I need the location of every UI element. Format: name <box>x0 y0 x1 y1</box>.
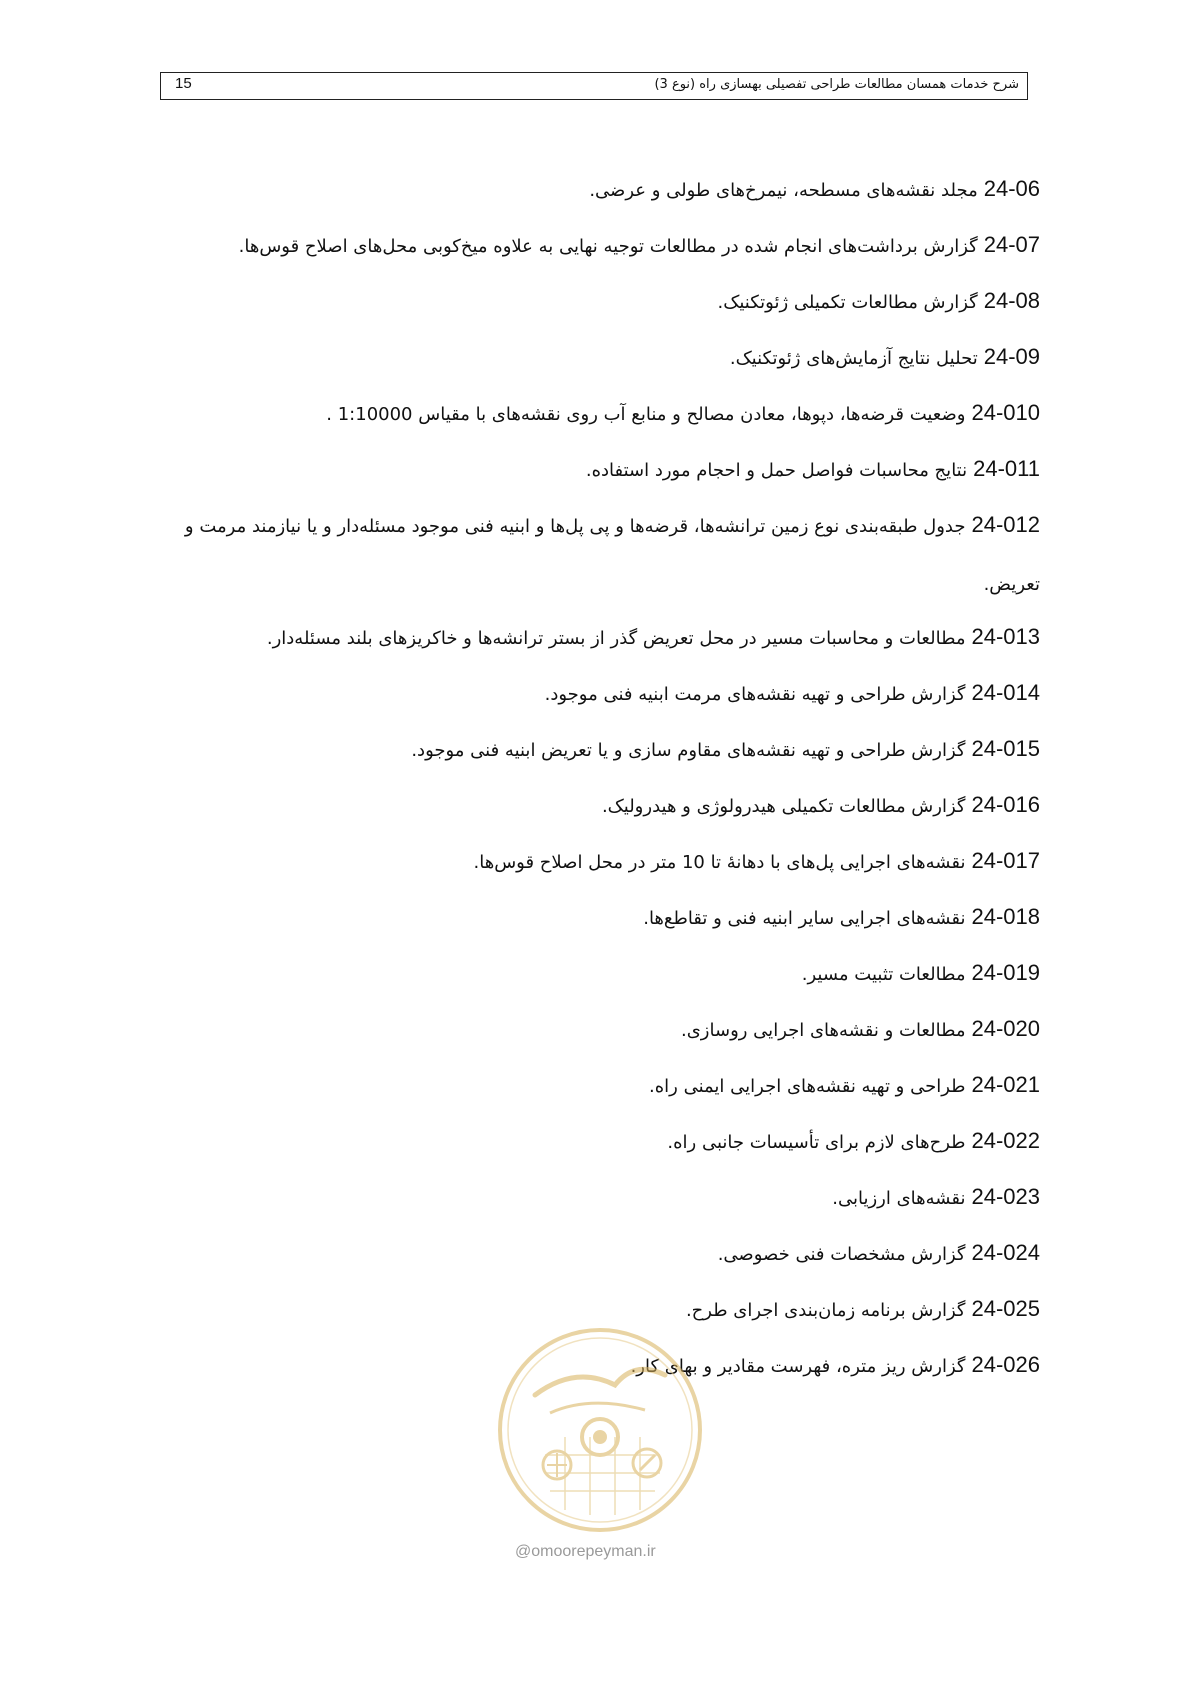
item-code: 24-021 <box>971 1072 1040 1097</box>
item-code: 24-08 <box>983 288 1040 313</box>
item-code: 24-015 <box>971 736 1040 761</box>
list-item <box>150 440 1040 500</box>
item-code: 24-07 <box>983 232 1040 257</box>
list-item <box>150 1112 1040 1172</box>
watermark-logo <box>495 1325 705 1535</box>
watermark-emblem-icon <box>495 1325 705 1535</box>
item-text: مطالعات و نقشه‌های اجرایی روسازی. <box>681 1020 966 1041</box>
item-text: گزارش مشخصات فنی خصوصی. <box>717 1244 966 1265</box>
list-item <box>150 944 1040 1004</box>
list-item <box>150 1224 1040 1284</box>
item-code: 24-012 <box>971 512 1040 537</box>
item-code: 24-019 <box>971 960 1040 985</box>
item-text: جدول طبقه‌بندی نوع زمین ترانشه‌ها، قرضه‌ها و پی پل‌ها و ابنیه فنی موجود مسئله‌دار و یا نیازمند مرمت و تعریض. <box>184 516 1040 595</box>
list-item <box>150 888 1040 948</box>
list-item <box>150 328 1040 388</box>
list-item <box>150 1168 1040 1228</box>
item-text: طرح‌های لازم برای تأسیسات جانبی راه. <box>667 1132 966 1153</box>
list-item <box>150 776 1040 836</box>
item-text: گزارش طراحی و تهیه نقشه‌های مقاوم سازی و یا تعریض ابنیه فنی موجود. <box>411 740 966 761</box>
item-code: 24-018 <box>971 904 1040 929</box>
list-item <box>150 216 1040 276</box>
item-text: گزارش برداشت‌های انجام شده در مطالعات توجیه نهایی به علاوه میخ‌کوبی محل‌های اصلاح قوس‌ها. <box>238 236 978 257</box>
item-text: نقشه‌های اجرایی سایر ابنیه فنی و تقاطع‌ها. <box>643 908 966 929</box>
item-text: نقشه‌های اجرایی پل‌های با دهانهٔ تا 10 متر در محل اصلاح قوس‌ها. <box>473 852 966 873</box>
item-code: 24-014 <box>971 680 1040 705</box>
list-item <box>150 496 1040 614</box>
item-code: 24-022 <box>971 1128 1040 1153</box>
list-item <box>150 160 1040 220</box>
item-text: مطالعات و محاسبات مسیر در محل تعریض گذر از بستر ترانشه‌ها و خاکریزهای بلند مسئله‌دار. <box>266 628 966 649</box>
document-title: شرح خدمات همسان مطالعات طراحی تفصیلی بهسازی راه (نوع 3) <box>654 77 1019 92</box>
page-header <box>160 72 1028 100</box>
item-code: 24-023 <box>971 1184 1040 1209</box>
list-item <box>150 1056 1040 1116</box>
list-item <box>150 832 1040 892</box>
item-text: گزارش مطالعات تکمیلی ژئوتکنیک. <box>717 292 978 313</box>
item-text: طراحی و تهیه نقشه‌های اجرایی ایمنی راه. <box>649 1076 966 1097</box>
item-code: 24-024 <box>971 1240 1040 1265</box>
item-text: گزارش مطالعات تکمیلی هیدرولوژی و هیدرولیک. <box>601 796 966 817</box>
item-code: 24-010 <box>971 400 1040 425</box>
item-code: 24-09 <box>983 344 1040 369</box>
item-text: گزارش برنامه زمان‌بندی اجرای طرح. <box>685 1300 966 1321</box>
item-code: 24-026 <box>971 1352 1040 1377</box>
item-text: مجلد نقشه‌های مسطحه، نیمرخ‌های طولی و عرضی. <box>589 180 978 201</box>
list-item <box>150 664 1040 724</box>
item-code: 24-06 <box>983 176 1040 201</box>
item-text: گزارش طراحی و تهیه نقشه‌های مرمت ابنیه فنی موجود. <box>544 684 966 705</box>
item-code: 24-013 <box>971 624 1040 649</box>
item-text: تحلیل نتایج آزمایش‌های ژئوتکنیک. <box>729 348 978 369</box>
page-number: 15 <box>175 75 192 92</box>
item-text: مطالعات تثبیت مسیر. <box>801 964 966 985</box>
item-text: نقشه‌های ارزیابی. <box>832 1188 966 1209</box>
item-code: 24-016 <box>971 792 1040 817</box>
item-code: 24-011 <box>973 456 1040 481</box>
item-text: وضعیت قرضه‌ها، دپوها، معادن مصالح و منابع آب روی نقشه‌های با مقیاس 1:10000 . <box>326 404 966 425</box>
list-item <box>150 608 1040 668</box>
list-item <box>150 1000 1040 1060</box>
item-code: 24-017 <box>971 848 1040 873</box>
item-code: 24-025 <box>971 1296 1040 1321</box>
item-text: نتایج محاسبات فواصل حمل و احجام مورد استفاده. <box>585 460 968 481</box>
item-code: 24-020 <box>971 1016 1040 1041</box>
list-item <box>150 272 1040 332</box>
list-item <box>150 720 1040 780</box>
list-item <box>150 384 1040 444</box>
item-text: گزارش ریز متره، فهرست مقادیر و بهای کار. <box>630 1356 966 1377</box>
watermark-url: @omoorepeyman.ir <box>515 1543 656 1560</box>
